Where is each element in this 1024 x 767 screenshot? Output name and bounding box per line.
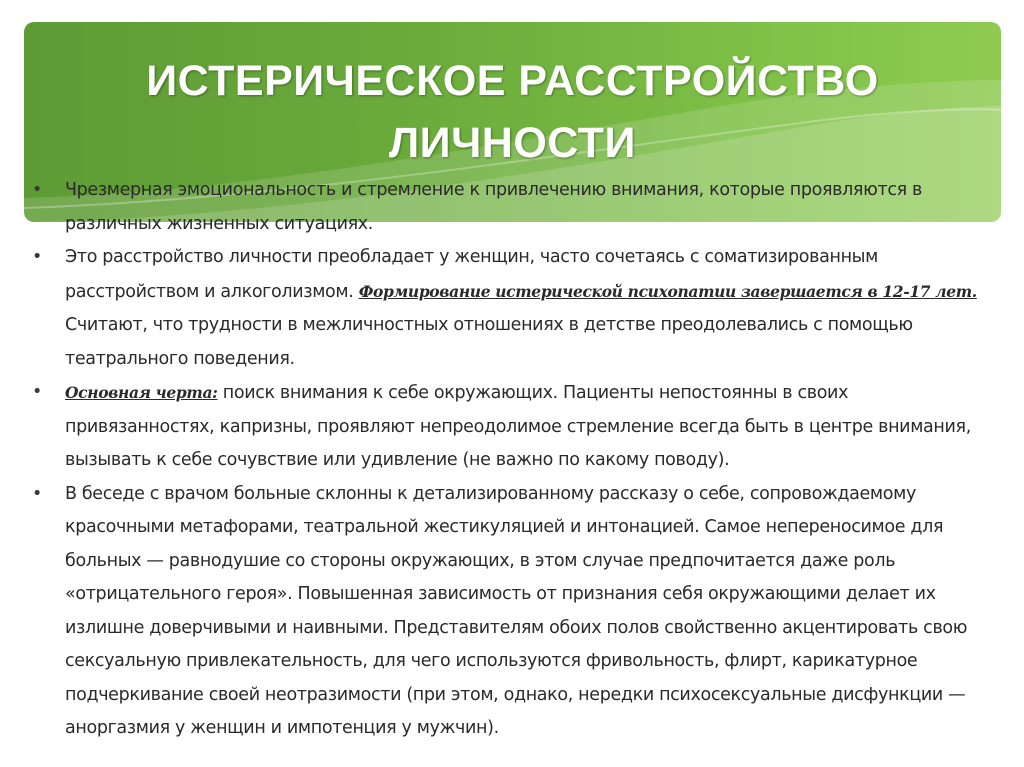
bullet-text: В беседе с врачом больные склонны к детализированному рассказу о себе, сопровождаемому красочными метафорами, театральной жестикуляцией и интонацией. Самое непереносимое для больных — равнодушие со стороны окружающих, в этом случае предпочитается даже роль «отрицательного героя». Повышенная зависимость от признания себя окружающими делает их излишне доверчивыми и наивными. Представителям обоих полов свойственно акцентировать свою сексуальную привлекательность, для чего используются фривольность, флирт, карикатурное подчеркивание своей неотразимости (при этом, однако, нередки психосексуальные дисфункции — аноргазмия у женщин и импотенция у мужчин).: [65, 483, 968, 738]
bullet-item: [32, 376, 997, 478]
slide-title: ИСТЕРИЧЕСКОЕ РАССТРОЙСТВО ЛИЧНОСТИ: [146, 57, 879, 167]
emphasis-text: Основная черта:: [65, 383, 218, 402]
emphasis-text: Формирование истерической психопатии завершается в 12-17 лет.: [358, 281, 977, 301]
bullet-text: поиск внимания к себе окружающих. Пациенты непостоянны в своих привязанностях, капризны, проявляют непреодолимое стремление всегда быть в центре внимания, вызывать к себе сочувствие или удивление (не важно по какому поводу).: [65, 383, 971, 470]
bullet-list: [32, 174, 997, 746]
bullet-item: [32, 241, 997, 376]
bullet-icon: •: [32, 247, 42, 267]
bullet-icon: •: [32, 382, 42, 402]
bullet-icon: •: [32, 483, 42, 504]
bullet-item: [32, 478, 997, 746]
bullet-text: Считают, что трудности в межличностных отношениях в детстве преодолевались с помощью театрального поведения.: [65, 315, 913, 369]
bullet-icon: •: [32, 180, 42, 200]
bullet-item: [32, 174, 997, 241]
bullet-text: Это расстройство личности преобладает у женщин, часто сочетаясь с соматизированным расстройством и алкоголизмом.: [65, 247, 878, 302]
bullet-text: Чрезмерная эмоциональность и стремление к привлечению внимания, которые проявляются в различных жизненных ситуациях.: [65, 180, 922, 234]
